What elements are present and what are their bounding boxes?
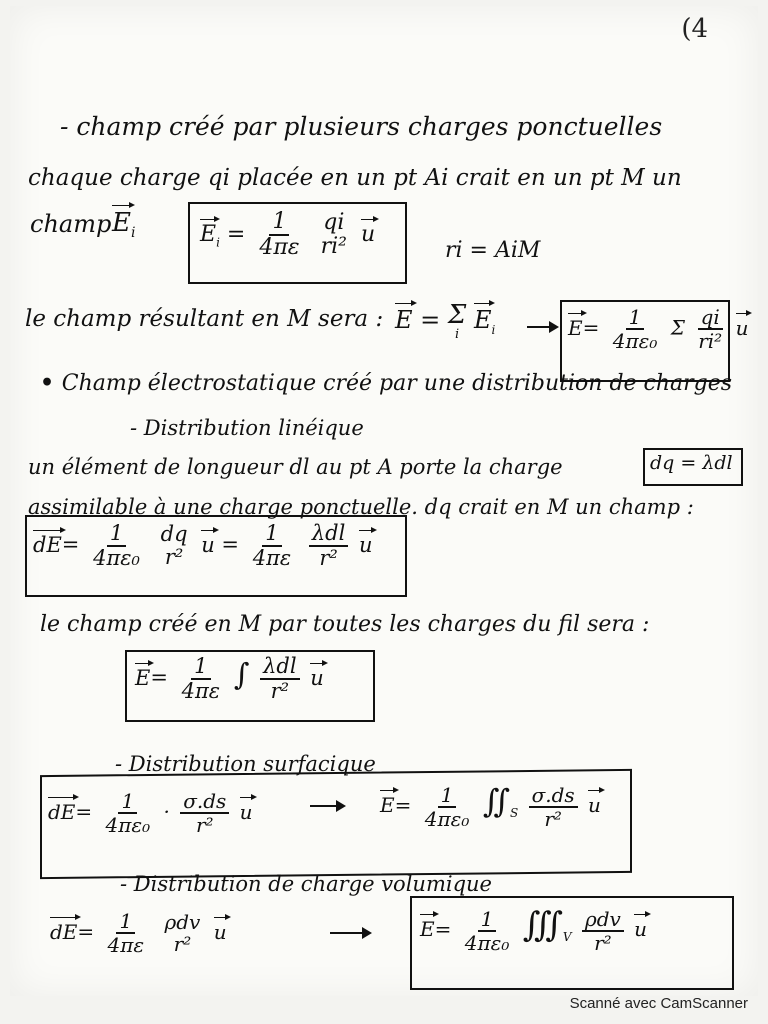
- formula-Ei: $E_i$ = $\frac{1}{4\pi\varepsilon}$ qi ri² u: [200, 209, 376, 261]
- formula-E-integral: E= $\frac{1}{4\pi\varepsilon}$ ∫ $\frac{\text{λdl}}{\text{r²}}$ u: [135, 654, 324, 704]
- formula-dE-volume: dE= $\frac{1}{4\pi\varepsilon}$ ρdv r² u: [50, 909, 227, 957]
- formula-dE-surface: dE= $\frac{1}{\text{4πε₀}}$ · $\frac{\sigma.ds}{\text{r²}}$ u: [48, 789, 253, 837]
- subheading-surface: - Distribution surfacique: [115, 752, 376, 776]
- arrow-implies-3: [330, 932, 370, 934]
- formula-sum-Ei: E = Σ i $E_i$: [395, 300, 496, 342]
- subheading-volume: - Distribution de charge volumique: [120, 872, 492, 896]
- text-line-charge-placed: chaque charge qi placée en un pt Ai crait en un pt M un: [28, 165, 682, 191]
- formula-resultant-field: E= $\frac{1}{\text{4πε₀}}$ Σ $\frac{qi}{\text{ri²}}$ u: [568, 305, 749, 353]
- arrow-implies-1: [527, 326, 557, 328]
- formula-dq: dq = λdl: [650, 452, 733, 474]
- camscanner-footer: Scanné avec CamScanner: [569, 995, 748, 1012]
- text-element-length: un élément de longueur dl au pt A porte la charge: [28, 455, 563, 479]
- subheading-linear: - Distribution linéique: [130, 416, 364, 440]
- text-ri-def: ri = AiM: [445, 238, 541, 263]
- heading-distribution: • Champ électrostatique créé par une distribution de charges: [40, 370, 733, 396]
- arrow-implies-2: [310, 805, 344, 807]
- text-champ: champ: [30, 210, 112, 238]
- text-assimilable: assimilable à une charge ponctuelle. dq crait en M un champ :: [28, 495, 694, 519]
- text-resultant-field: le champ résultant en M sera :: [25, 306, 384, 332]
- vector-Ei: $E_i$: [112, 208, 136, 242]
- heading-point-charges: - champ créé par plusieurs charges ponctuelles: [60, 112, 663, 141]
- text-field-wire: le champ créé en M par toutes les charges du fil sera :: [40, 612, 650, 637]
- formula-E-surface: E= $\frac{1}{\text{4πε₀}}$ $∬_S$ $\frac{\sigma.ds}{\text{r²}}$ u: [380, 782, 601, 831]
- page-number: (4: [681, 14, 708, 44]
- formula-E-volume: E= $\frac{1}{\text{4πε₀}}$ $∭_V$ $\frac{\text{ρdv}}{\text{r²}}$ u: [420, 905, 648, 955]
- formula-dE-linear: dE= $\frac{1}{\text{4πε₀}}$ dq r² u = $\frac{1}{4\pi\varepsilon}$ $\frac{\text{λdl}}{\text{r²}}$ u: [33, 521, 373, 571]
